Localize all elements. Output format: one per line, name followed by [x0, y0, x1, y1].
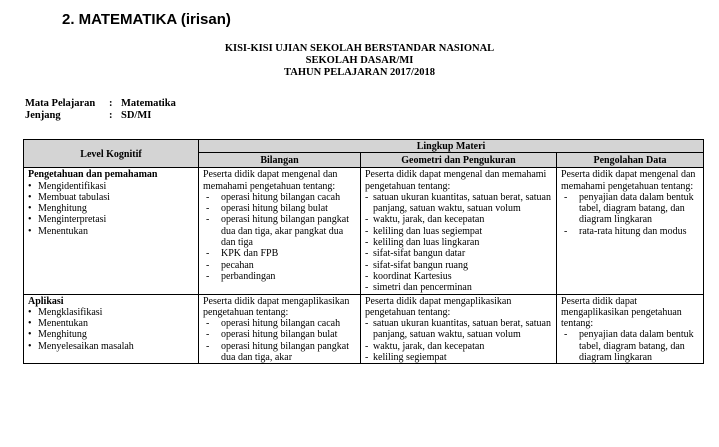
level-list: [28, 181, 194, 237]
list-item: • Menghitung: [28, 203, 194, 214]
level-cell: [24, 294, 199, 364]
header-geometri: Geometri dan Pengukuran: [361, 153, 557, 168]
bilangan-cell: [199, 168, 361, 294]
topic-list: [561, 192, 699, 237]
title-line-2: SEKOLAH DASAR/MI: [305, 55, 414, 66]
section-heading: 2. MATEMATIKA (irisan): [62, 11, 231, 28]
topic-list: [365, 192, 552, 294]
list-item: • Menyelesaikan masalah: [28, 341, 194, 352]
level-category: Pengetahuan dan pemahaman: [28, 169, 158, 181]
geometri-cell: [361, 294, 557, 364]
level-list: [28, 307, 194, 352]
list-item: - sifat-sifat bangun datar: [365, 248, 552, 259]
meta-level-value: SD/MI: [121, 110, 152, 121]
geometri-cell: [361, 168, 557, 294]
level-category: Aplikasi: [28, 295, 64, 307]
list-item: - KPK dan FPB: [203, 248, 356, 259]
document-titles: [0, 43, 719, 79]
list-item: • Menghitung: [28, 329, 194, 340]
meta-separator: :: [109, 110, 113, 121]
topic-list: [561, 329, 699, 363]
bilangan-cell: [199, 294, 361, 364]
list-item: - satuan ukuran kuantitas, satuan berat, satuan panjang, satuan waktu, satuan volum: [365, 318, 552, 341]
list-item: • Menentukan: [28, 226, 194, 237]
list-item: • Membuat tabulasi: [28, 192, 194, 203]
header-lingkup-materi: Lingkup Materi: [199, 140, 704, 153]
document-meta: [25, 98, 176, 122]
list-item: - satuan ukuran kuantitas, satuan berat, satuan panjang, satuan waktu, satuan volum: [365, 192, 552, 215]
topic-list: [203, 192, 356, 282]
list-item: • Mengidentifikasi: [28, 181, 194, 192]
list-item: - operasi hitung bilangan pangkat dua dan tiga, akar pangkat dua dan tiga: [203, 214, 356, 248]
cell-intro: Peserta didik dapat mengenal dan memahami pengetahuan tentang:: [203, 169, 338, 192]
list-item: • Menentukan: [28, 318, 194, 329]
topic-list: [203, 318, 356, 363]
table-row: [24, 294, 704, 364]
list-item: - rata-rata hitung dan modus: [561, 226, 699, 237]
meta-subject-row: [25, 98, 176, 110]
data-cell: [557, 168, 704, 294]
cell-intro: Peserta didik dapat mengaplikasikan pengetahuan tentang:: [203, 295, 350, 318]
table-row: [24, 168, 704, 294]
list-item: - operasi hitung bilangan pangkat dua dan tiga, akar: [203, 341, 356, 364]
title-line-1: KISI-KISI UJIAN SEKOLAH BERSTANDAR NASIONAL: [224, 43, 495, 54]
list-item: - koordinat Kartesius: [365, 271, 552, 282]
list-item: - simetri dan pencerminan: [365, 282, 552, 293]
list-item: - penyajian data dalam bentuk tabel, diagram batang, dan diagram lingkaran: [561, 329, 699, 363]
meta-separator: :: [109, 98, 113, 109]
list-item: - operasi hitung bilang bulat: [203, 203, 356, 214]
header-pengolahan-data: Pengolahan Data: [557, 153, 704, 168]
list-item: - operasi hitung bilangan cacah: [203, 318, 356, 329]
data-cell: [557, 294, 704, 364]
title-line-3: TAHUN PELAJARAN 2017/2018: [284, 67, 435, 78]
meta-level-label: Jenjang: [25, 110, 61, 121]
list-item: - keliling dan luas segiempat: [365, 226, 552, 237]
kisi-kisi-table: [23, 139, 704, 364]
level-cell: [24, 168, 199, 294]
meta-level-row: [25, 110, 176, 122]
list-item: - keliling segiempat: [365, 352, 552, 363]
list-item: • Menginterpretasi: [28, 214, 194, 225]
list-item: - waktu, jarak, dan kecepatan: [365, 214, 552, 225]
header-level-kognitif: Level Kognitif: [24, 140, 199, 168]
header-bilangan: Bilangan: [199, 153, 361, 168]
meta-subject-label: Mata Pelajaran: [25, 98, 96, 109]
cell-intro: Peserta didik dapat mengenal dan memahami pengetahuan tentang:: [561, 169, 696, 192]
list-item: - penyajian data dalam bentuk tabel, diagram batang, dan diagram lingkaran: [561, 192, 699, 226]
list-item: - operasi hitung bilangan bulat: [203, 329, 356, 340]
list-item: - keliling dan luas lingkaran: [365, 237, 552, 248]
cell-intro: Peserta didik dapat mengenal dan memahami pengetahuan tentang:: [365, 169, 547, 192]
list-item: - sifat-sifat bangun ruang: [365, 260, 552, 271]
list-item: - pecahan: [203, 260, 356, 271]
list-item: • Mengklasifikasi: [28, 307, 194, 318]
list-item: - operasi hitung bilangan cacah: [203, 192, 356, 203]
meta-subject-value: Matematika: [121, 98, 176, 109]
cell-intro: Peserta didik dapat mengaplikasikan pengetahuan tentang:: [561, 295, 682, 330]
cell-intro: Peserta didik dapat mengaplikasikan pengetahuan tentang:: [365, 295, 512, 318]
list-item: - waktu, jarak, dan kecepatan: [365, 341, 552, 352]
topic-list: [365, 318, 552, 363]
list-item: - perbandingan: [203, 271, 356, 282]
